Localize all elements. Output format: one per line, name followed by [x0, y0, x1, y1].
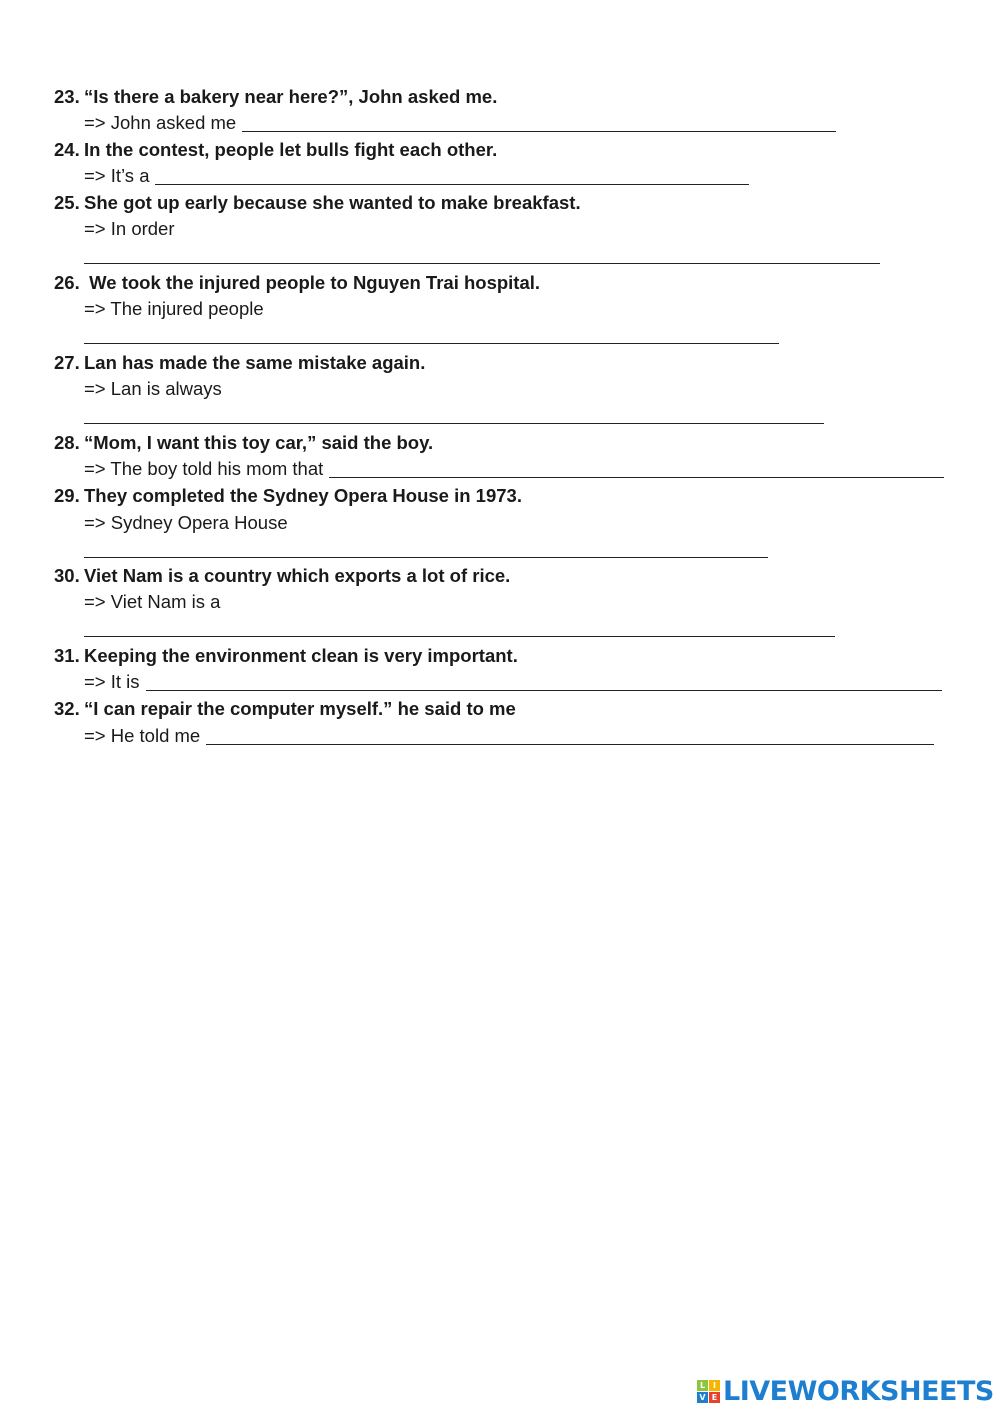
answer-27	[84, 378, 222, 400]
question-text: She got up early because she wanted to make breakfast.	[84, 192, 581, 213]
answer-blank[interactable]	[84, 423, 824, 424]
answer-32	[84, 725, 934, 747]
badge-letter: V	[697, 1392, 708, 1403]
question-text: In the contest, people let bulls fight each other.	[84, 139, 498, 160]
question-text: Keeping the environment clean is very important.	[84, 645, 518, 666]
answer-blank[interactable]	[84, 263, 880, 264]
question-24	[54, 139, 497, 161]
question-number: 26.	[54, 272, 80, 293]
answer-prefix: => The boy told his mom that	[84, 458, 324, 479]
question-number: 31.	[54, 645, 80, 666]
badge-letter: I	[709, 1380, 720, 1391]
question-text: “Mom, I want this toy car,” said the boy.	[84, 432, 434, 453]
logo-badge-icon	[697, 1380, 720, 1403]
question-number: 23.	[54, 86, 80, 107]
answer-blank[interactable]	[206, 744, 934, 745]
answer-prefix: => John asked me	[84, 112, 237, 133]
question-text: “Is there a bakery near here?”, John asked me.	[84, 86, 498, 107]
answer-blank[interactable]	[84, 636, 835, 637]
question-31	[54, 645, 518, 667]
question-text: “I can repair the computer myself.” he said to me	[84, 698, 516, 719]
question-text: Viet Nam is a country which exports a lot of rice.	[84, 565, 511, 586]
answer-31	[84, 671, 942, 693]
answer-prefix: => The injured people	[84, 298, 264, 319]
question-text: Lan has made the same mistake again.	[84, 352, 426, 373]
answer-23	[84, 112, 836, 134]
answer-26	[84, 298, 264, 320]
liveworksheets-logo	[697, 1376, 994, 1407]
question-number: 30.	[54, 565, 80, 586]
answer-28	[84, 458, 944, 480]
question-number: 28.	[54, 432, 80, 453]
badge-letter: E	[709, 1392, 720, 1403]
question-30	[54, 565, 510, 587]
answer-30	[84, 591, 220, 613]
question-text: They completed the Sydney Opera House in 1973.	[84, 485, 522, 506]
question-23	[54, 86, 497, 108]
answer-blank[interactable]	[155, 184, 749, 185]
answer-blank[interactable]	[146, 690, 942, 691]
answer-prefix: => Sydney Opera House	[84, 512, 288, 533]
answer-blank[interactable]	[242, 131, 836, 132]
question-number: 32.	[54, 698, 80, 719]
question-number: 27.	[54, 352, 80, 373]
question-28	[54, 432, 433, 454]
badge-letter: L	[697, 1380, 708, 1391]
question-29	[54, 485, 522, 507]
logo-text: LIVEWORKSHEETS	[723, 1376, 994, 1407]
answer-blank[interactable]	[329, 477, 944, 478]
answer-prefix: => It is	[84, 671, 140, 692]
question-number: 25.	[54, 192, 80, 213]
question-32	[54, 698, 516, 720]
answer-prefix: => He told me	[84, 725, 201, 746]
answer-prefix: => In order	[84, 218, 175, 239]
answer-prefix: => Lan is always	[84, 378, 222, 399]
question-text: We took the injured people to Nguyen Trai hospital.	[84, 272, 541, 293]
answer-24	[84, 165, 749, 187]
answer-prefix: => Viet Nam is a	[84, 591, 221, 612]
question-27	[54, 352, 425, 374]
answer-prefix: => It’s a	[84, 165, 150, 186]
question-number: 24.	[54, 139, 80, 160]
question-26	[54, 272, 540, 294]
answer-25	[84, 218, 175, 240]
answer-blank[interactable]	[84, 343, 779, 344]
answer-blank[interactable]	[84, 557, 768, 558]
question-number: 29.	[54, 485, 80, 506]
answer-29	[84, 512, 288, 534]
question-25	[54, 192, 581, 214]
